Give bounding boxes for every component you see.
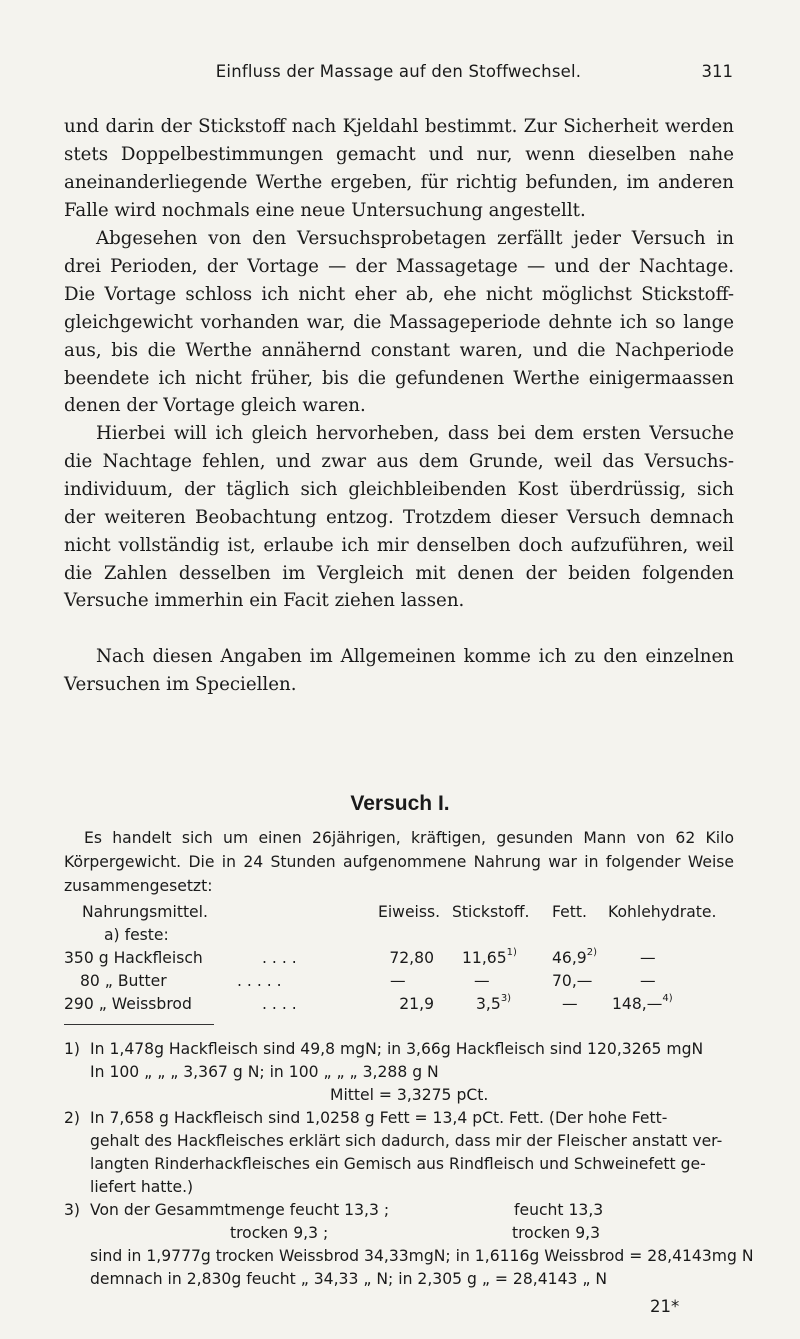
nitrogen-value: 11,65: [462, 949, 507, 967]
cell-food: 350 g Hackfleisch: [64, 949, 203, 967]
table-row: [0, 995, 800, 1019]
footnote-2-line: langten Rinderhackfleisches ein Gemisch aus Rindfleisch und Schweinefett ge-: [90, 1155, 706, 1173]
cell-nitrogen: —: [474, 972, 490, 990]
cell-fat: [552, 949, 597, 967]
paragraph-text: und darin der Stickstoff nach Kjeldahl bestimmt. Zur Sicherheit werden stets Doppelbestimmungen gemacht und nur, wenn dieselben nahe aneinanderliegende Werthe ergeben, für richtig befunden, im anderen Falle wird nochmals eine neue Untersuchung angestellt.: [64, 116, 734, 221]
table-row: [0, 949, 800, 973]
paragraph-text: Nach diesen Angaben im Allgemeinen komme ich zu den einzelnen Versuchen im Speciellen.: [64, 646, 734, 695]
cell-protein: 72,80: [389, 949, 434, 967]
intro-paragraph: [64, 826, 734, 898]
body-paragraph-1: [64, 113, 734, 225]
cell-protein: —: [390, 972, 406, 990]
cell-fat: —: [562, 995, 578, 1013]
cell-nitrogen: [476, 995, 511, 1013]
fat-value: 46,9: [552, 949, 587, 967]
col-header-fat: Fett.: [552, 903, 587, 921]
cell-carbs: [612, 995, 673, 1013]
paragraph-text: Hierbei will ich gleich hervorheben, dass bei dem ersten Versuche die Nachtage fehlen, und zwar aus dem Grunde, weil das Versuchs-individuum, der täglich sich gleichbleibenden Kost überdrüssig, sich der weiteren Beobachtung entzog. Trotzdem dieser Versuch demnach nicht vollständig ist, erlaube ich mir denselben doch aufzuführen, weil die Zahlen desselben im Vergleich mit denen der beiden folgenden Versuche immerhin ein Facit ziehen lassen.: [64, 423, 734, 612]
footnote-ref: 3): [500, 993, 512, 1004]
footnote-1-line: In 100 „ „ „ 3,367 g N; in 100 „ „ „ 3,288 g N: [90, 1063, 439, 1081]
cell-dots: . . . .: [262, 949, 297, 967]
footnote-3-line: Von der Gesammtmenge feucht 13,3 ;: [90, 1201, 390, 1219]
cell-fat: 70,—: [552, 972, 593, 990]
page-number: 311: [701, 62, 733, 81]
subheader-solid: a) feste:: [104, 926, 169, 944]
footnote-3-line: feucht 13,3: [514, 1201, 604, 1219]
cell-nitrogen: [462, 949, 517, 967]
cell-food: 290 „ Weissbrod: [64, 995, 192, 1013]
nitrogen-value: 3,5: [476, 995, 501, 1013]
cell-food: 80 „ Butter: [80, 972, 167, 990]
footnote-2-line: liefert hatte.): [90, 1178, 194, 1196]
header-title: Einfluss der Massage auf den Stoffwechsel.: [215, 62, 582, 81]
cell-dots: . . . . .: [237, 972, 282, 990]
footnote-3-line: trocken 9,3 ;: [230, 1224, 329, 1242]
col-header-nitrogen: Stickstoff.: [452, 903, 530, 921]
col-header-carbs: Kohlehydrate.: [608, 903, 717, 921]
cell-protein: 21,9: [399, 995, 434, 1013]
signature-mark: 21*: [650, 1297, 680, 1316]
footnote-3-line: trocken 9,3: [512, 1224, 601, 1242]
body-paragraph-4: [64, 643, 734, 699]
body-paragraph-3: [64, 420, 734, 615]
col-header-food: Nahrungsmittel.: [82, 903, 208, 921]
body-paragraph-2: [64, 225, 734, 420]
carbs-value: 148,—: [612, 995, 663, 1013]
cell-carbs: —: [640, 949, 656, 967]
col-header-protein: Eiweiss.: [378, 903, 441, 921]
footnote-3-line: sind in 1,9777g trocken Weissbrod 34,33mgN; in 1,6116g Weissbrod = 28,4143mg N: [90, 1247, 754, 1265]
footnote-2-number: 2): [64, 1109, 81, 1127]
footnote-3-number: 3): [64, 1201, 81, 1219]
paragraph-text: Abgesehen von den Versuchsprobetagen zerfällt jeder Versuch in drei Perioden, der Vortage — der Massagetage — und der Nachtage. Die Vortage schloss ich nicht eher ab, ehe nicht möglichst Stickstoff-gleichgewicht vorhanden war, die Massageperiode dehnte ich so lange aus, bis die Werthe annähernd constant waren, und die Nachperiode beendete ich nicht früher, bis die gefundenen Werthe einigermaassen denen der Vortage gleich waren.: [64, 228, 734, 417]
section-title: Versuch I.: [350, 792, 450, 815]
footnote-ref: 2): [586, 947, 597, 958]
footnote-2-line: In 7,658 g Hackfleisch sind 1,0258 g Fett = 13,4 pCt. Fett. (Der hohe Fett-: [90, 1109, 668, 1127]
table-row: [0, 972, 800, 996]
footnote-ref: 4): [662, 993, 673, 1004]
footnote-ref: 1): [506, 947, 517, 958]
footnote-1-number: 1): [64, 1040, 81, 1058]
footnote-2-line: gehalt des Hackfleisches erklärt sich dadurch, dass mir der Fleischer anstatt ver-: [90, 1132, 723, 1150]
table-subheader-row: [0, 926, 800, 950]
footnote-3-line: demnach in 2,830g feucht „ 34,33 „ N; in 2,305 g „ = 28,4143 „ N: [90, 1270, 608, 1288]
footnote-1-line: Mittel = 3,3275 pCt.: [330, 1086, 489, 1104]
cell-dots: . . . .: [262, 995, 297, 1013]
footnote-divider: [64, 1024, 214, 1025]
footnote-1-line: In 1,478g Hackfleisch sind 49,8 mgN; in 3,66g Hackfleisch sind 120,3265 mgN: [90, 1040, 704, 1058]
running-header: [64, 62, 733, 88]
table-header-row: [0, 903, 800, 927]
intro-text: Es handelt sich um einen 26jährigen, kräftigen, gesunden Mann von 62 Kilo Körpergewicht. Die in 24 Stunden aufgenommene Nahrung war in folgender Weise zusammengesetzt:: [64, 829, 734, 895]
cell-carbs: —: [640, 972, 656, 990]
